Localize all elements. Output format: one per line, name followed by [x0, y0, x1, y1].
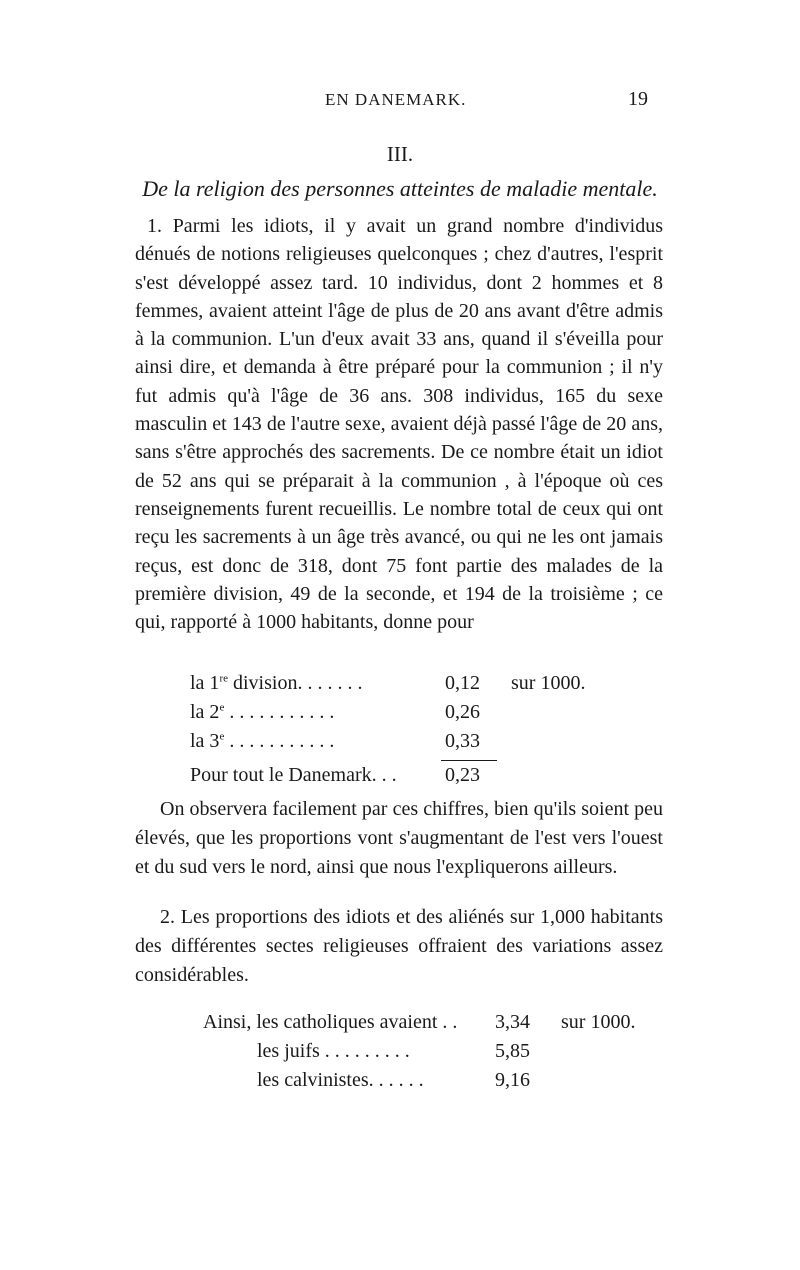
sum-rule: [441, 760, 497, 761]
division-row-3: [190, 730, 585, 759]
sect-row-unit: [547, 1040, 561, 1069]
sect-row-label: Ainsi, les catholiques avaient . .: [203, 1011, 458, 1033]
sect-row-value: 3,34: [495, 1011, 530, 1033]
division-row-value: 0,26: [445, 701, 480, 723]
division-row-2: [190, 701, 585, 730]
division-row-label: la 1re division. . . . . . .: [190, 672, 363, 694]
sect-row-2: [203, 1040, 635, 1069]
sect-table: [203, 1011, 635, 1098]
division-row-value: 0,12: [445, 672, 480, 694]
paragraph-3: 2. Les proportions des idiots et des aliénés sur 1,000 habitants des différentes sectes religieuses offraient des variations assez considérables.: [135, 906, 663, 986]
sect-row-unit: [547, 1069, 561, 1098]
paragraph-1: 1. Parmi les idiots, il y avait un grand nombre d'individus dénués de notions religieuses quelconques ; chez d'autres, l'esprit s'est développé assez tard. 10 individus, dont 2 hommes et 8 femmes, avaient atteint l'âge de plus de 20 ans avant d'être admis à la communion. L'un d'eux avait 33 ans, quand il s'éveilla pour ainsi dire, et demanda à être préparé pour la communion ; il n'y fut admis qu'à l'âge de 36 ans. 308 individus, 165 du sexe masculin et 143 de l'autre sexe, avaient déjà passé l'âge de 20 ans, sans s'être approchés des sacrements. De ce nombre était un idiot de 52 ans qui se préparait à la communion , à l'époque où ces renseignements furent recueillis. Le nombre total de ceux qui ont reçu les sacrements à un âge très avancé, ou qui ne les ont jamais reçus, est donc de 318, dont 75 font partie des malades de la première division, 49 de la seconde, et 194 de la troisième ; ce qui, rapporté à 1000 habitants, donne pour: [135, 215, 663, 634]
division-row-unit: [497, 730, 511, 759]
division-total-label: Pour tout le Danemark. . .: [190, 764, 397, 786]
sect-row-unit: sur 1000.: [561, 1011, 636, 1033]
division-total-value: 0,23: [445, 764, 480, 786]
division-total-row: [190, 764, 480, 787]
page-number: 19: [628, 88, 648, 110]
division-row-1: [190, 672, 585, 701]
division-row-label: la 2e . . . . . . . . . . .: [190, 701, 335, 723]
division-row-unit: [497, 701, 511, 730]
division-row-label: la 3e . . . . . . . . . . .: [190, 730, 335, 752]
section-number: III.: [386, 142, 414, 166]
division-row-value: 0,33: [445, 730, 480, 752]
sect-row-label: les calvinistes. . . . . .: [257, 1069, 424, 1091]
sect-row-1: [203, 1011, 635, 1040]
sect-row-value: 9,16: [495, 1069, 530, 1091]
division-table: [190, 672, 585, 759]
running-head: EN DANEMARK.: [325, 90, 467, 109]
division-row-unit: sur 1000.: [511, 672, 586, 694]
sect-row-label: les juifs . . . . . . . . .: [257, 1040, 410, 1062]
sect-row-value: 5,85: [495, 1040, 530, 1062]
paragraph-2: On observera facilement par ces chiffres, bien qu'ils soient peu élevés, que les proportions vont s'augmentant de l'est vers l'ouest et du sud vers le nord, ainsi que nous l'expliquerons ailleurs.: [135, 798, 663, 878]
section-title: De la religion des personnes atteintes de maladie mentale.: [142, 176, 658, 201]
sect-row-3: [203, 1069, 635, 1098]
